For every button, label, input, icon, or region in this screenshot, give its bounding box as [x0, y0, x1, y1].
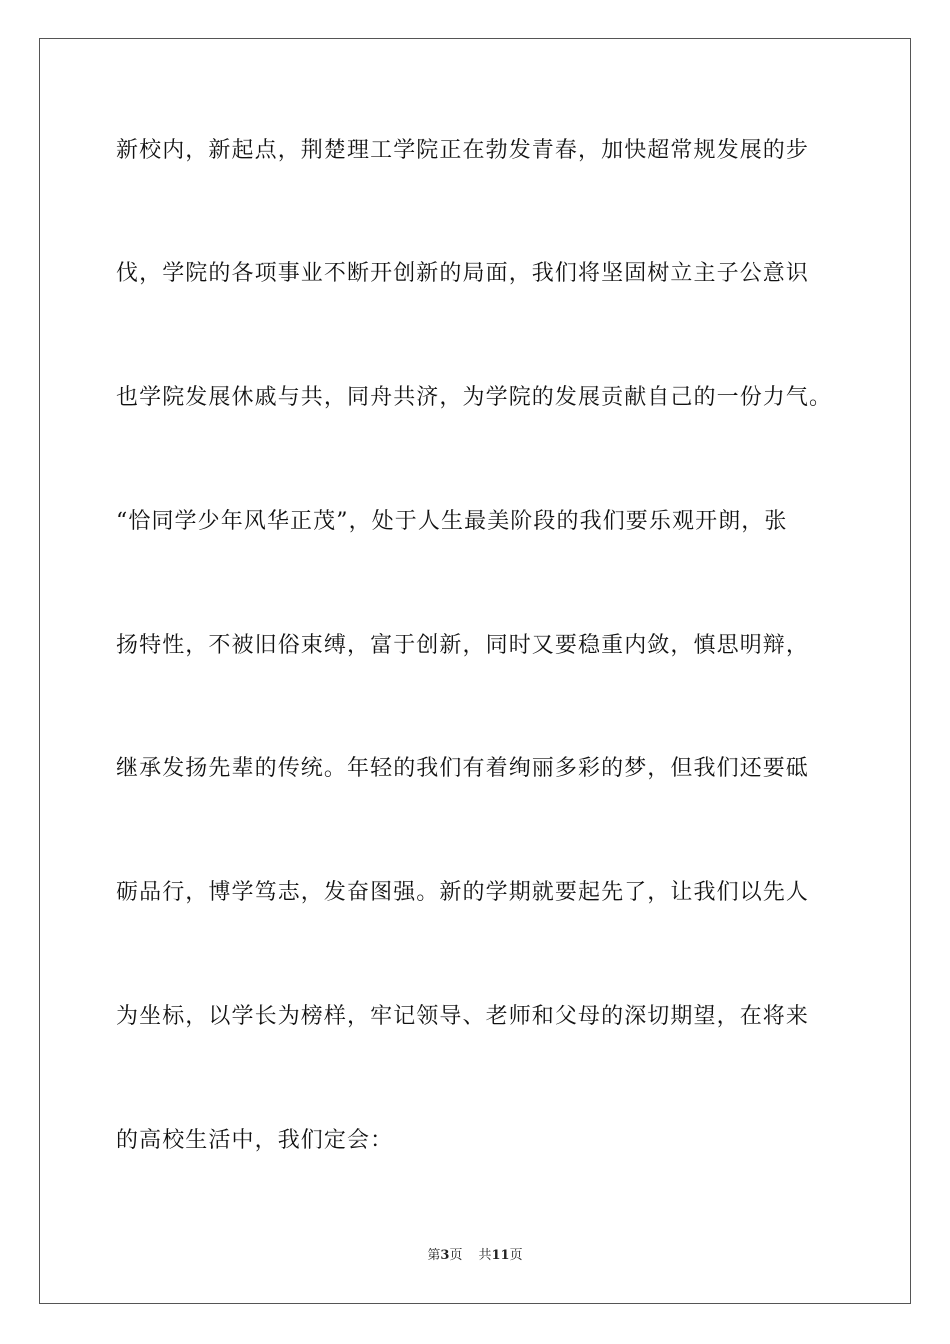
body-text-line-5: 扬特性，不被旧俗束缚，富于创新，同时又要稳重内敛，慎思明辩，	[116, 633, 810, 658]
total-prefix: 共	[478, 1248, 492, 1263]
page-suffix: 页	[449, 1248, 463, 1263]
total-suffix: 页	[509, 1248, 523, 1263]
page-footer	[0, 1247, 950, 1265]
page-border	[39, 38, 911, 1304]
body-text-line-4: “恰同学少年风华正茂”，处于人生最美阶段的我们要乐观开朗，张	[116, 509, 788, 534]
body-text-line-3: 也学院发展休戚与共，同舟共济，为学院的发展贡献自己的一份力气。	[116, 385, 833, 410]
body-text-line-2: 伐，学院的各项事业不断开创新的局面，我们将坚固树立主子公意识	[116, 261, 810, 286]
page-prefix: 第	[427, 1248, 441, 1263]
body-text-line-7: 砺品行，博学笃志，发奋图强。新的学期就要起先了，让我们以先人	[116, 880, 810, 905]
total-pages: 11	[491, 1248, 510, 1263]
body-text-line-1: 新校内，新起点，荆楚理工学院正在勃发青春，加快超常规发展的步	[116, 138, 810, 163]
body-text-line-8: 为坐标，以学长为榜样，牢记领导、老师和父母的深切期望，在将来	[116, 1004, 810, 1029]
body-text-line-6: 继承发扬先辈的传统。年轻的我们有着绚丽多彩的梦，但我们还要砥	[116, 756, 810, 781]
body-text-line-9: 的高校生活中，我们定会：	[116, 1128, 394, 1153]
page-number: 3	[440, 1248, 450, 1263]
